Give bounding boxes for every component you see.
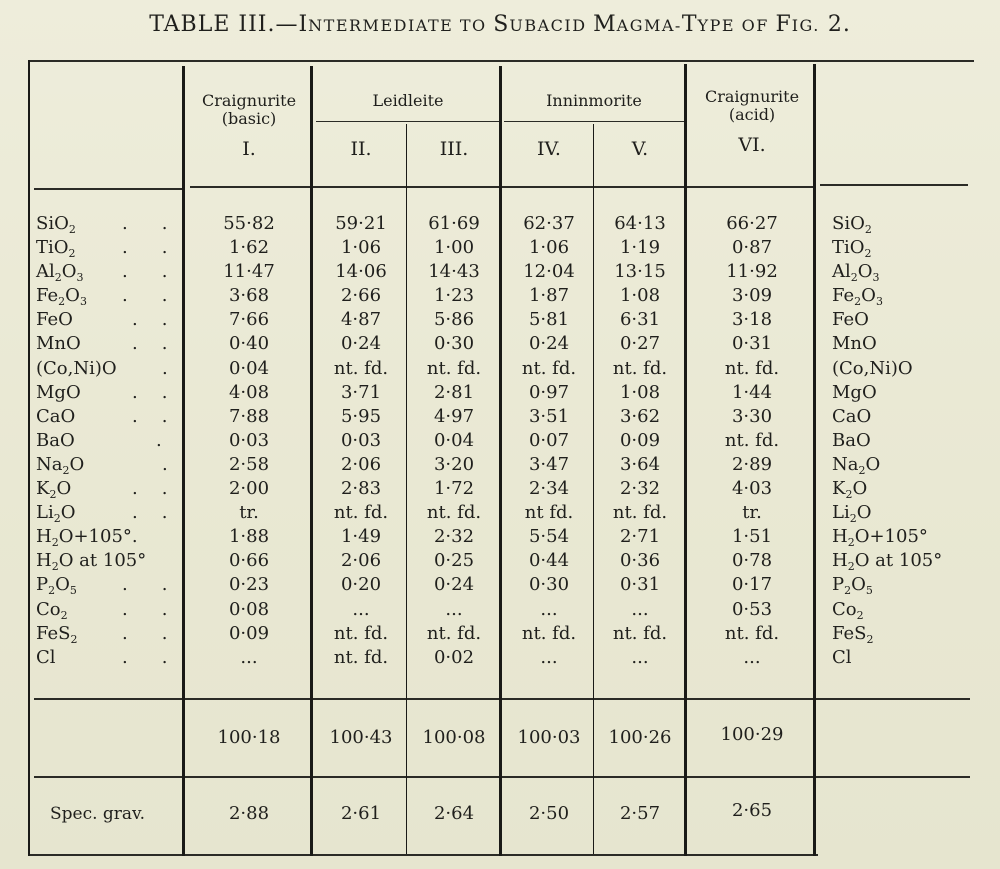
value-cell: 1·72 <box>433 478 475 500</box>
total-iv: 100·03 <box>517 727 581 748</box>
formula-text: FeO <box>832 309 869 331</box>
formula-text: P <box>36 574 49 596</box>
formula-subscript: 2 <box>847 560 855 574</box>
value-cell: 55·82 <box>223 213 275 234</box>
col-divider-2-3 <box>406 124 407 854</box>
value-cell: 5·81 <box>528 309 570 331</box>
formula-text: Cl <box>832 646 852 668</box>
leader-dots-row: . <box>162 357 168 379</box>
value-cell: 2·00 <box>228 478 270 500</box>
formula-text: FeS <box>36 622 71 644</box>
value-cell: 0·17 <box>731 574 773 596</box>
row-label-right <box>832 308 982 332</box>
value-cell: 0·09 <box>619 429 661 451</box>
value-cell: nt. fd. <box>724 622 780 644</box>
value-cell: ... <box>445 598 463 620</box>
row-label-right <box>832 477 982 501</box>
value-cell: 2·66 <box>340 285 382 307</box>
formula-subscript: 2 <box>864 247 872 261</box>
value-cell: ... <box>352 598 370 620</box>
row-label-right <box>832 453 982 477</box>
value-cell: 61·69 <box>428 213 480 234</box>
title-cap-i: I <box>298 12 309 37</box>
formula-text: Li <box>36 502 54 524</box>
value-cell: ... <box>240 646 258 668</box>
formula-text: MgO <box>832 381 877 403</box>
formula-text: (Co,Ni)O <box>832 357 913 379</box>
value-cell: 11·92 <box>726 261 778 283</box>
formula-text: Cl <box>36 646 56 668</box>
leader-dots-row: . . <box>132 478 168 500</box>
spec-grav-v: 2·57 <box>619 803 661 824</box>
formula-text: CaO <box>832 405 872 427</box>
row-label-right <box>832 429 982 453</box>
formula-text: BaO <box>832 429 871 451</box>
header-leidleite <box>316 92 500 110</box>
column-ii-values <box>316 212 406 670</box>
value-cell: nt. fd. <box>612 502 668 524</box>
value-cell: nt. fd. <box>333 502 389 524</box>
value-cell: 0·04 <box>228 357 270 379</box>
value-cell: nt. fd. <box>612 357 668 379</box>
leader-dots-row: . . <box>132 381 168 403</box>
value-cell: 1·87 <box>528 285 570 307</box>
value-cell: 59·21 <box>335 213 387 234</box>
value-cell: 3·71 <box>340 381 382 403</box>
formula-text: O <box>852 478 868 500</box>
formula-text: O <box>61 261 77 283</box>
value-cell: 0·31 <box>619 574 661 596</box>
formula-text: Al <box>36 261 55 283</box>
spec-grav-iii: 2·64 <box>433 803 475 824</box>
value-cell: 0·78 <box>731 550 773 572</box>
formula-text: O <box>856 502 872 524</box>
column-iii-values <box>408 212 500 670</box>
group-underline-inninmorite <box>504 121 684 122</box>
row-label-right <box>832 573 982 597</box>
header-inninmorite <box>504 92 684 110</box>
value-cell: nt. fd. <box>426 357 482 379</box>
formula-text: Na <box>832 453 859 475</box>
title-part-3: AGMA- <box>616 16 682 35</box>
formula-text: Li <box>832 502 850 524</box>
formula-text: O <box>865 453 881 475</box>
value-cell: 2·71 <box>619 526 661 548</box>
value-cell: 2·06 <box>340 550 382 572</box>
roman-v: V. <box>631 138 649 160</box>
row-label-right <box>832 357 982 381</box>
value-cell: 62·37 <box>523 213 575 234</box>
value-cell: nt. fd. <box>521 357 577 379</box>
formula-subscript: 2 <box>845 488 853 502</box>
roman-iii: III. <box>439 138 469 160</box>
leader-dots-row: . <box>156 429 162 451</box>
leader-dots-row: . . <box>122 598 168 620</box>
formula-text: O at 105° <box>58 550 147 572</box>
formula-subscript: 2 <box>68 247 76 261</box>
value-cell: 7·88 <box>228 405 270 427</box>
formula-text: O <box>861 285 876 307</box>
roman-ii: II. <box>350 138 372 160</box>
row-label-right <box>832 236 982 260</box>
formula-text: SiO <box>36 213 69 234</box>
formula-text: (Co,Ni)O <box>36 357 117 379</box>
formula-text: O+105° <box>854 526 928 548</box>
header-craignurite-acid-name: Craignurite <box>704 87 800 106</box>
value-cell: nt. fd. <box>333 646 389 668</box>
value-cell: 14·43 <box>428 261 480 283</box>
leader-dots-row: . . <box>122 237 168 259</box>
leader-dots-row: . <box>162 453 168 475</box>
value-cell: 0·97 <box>528 381 570 403</box>
value-cell: nt. fd. <box>426 502 482 524</box>
value-cell: 3·09 <box>731 285 773 307</box>
leader-dots-row <box>118 525 178 549</box>
title-cap-t: T <box>681 12 698 37</box>
value-cell: 0·09 <box>228 622 270 644</box>
header-rule-right <box>820 184 968 186</box>
formula-subscript: 2 <box>856 608 864 622</box>
roman-i: I. <box>242 138 256 160</box>
value-cell: 2·58 <box>228 453 270 475</box>
value-cell: 0·25 <box>433 550 475 572</box>
formula-subscript: 2 <box>858 463 866 477</box>
value-cell: 0·24 <box>340 333 382 355</box>
value-cell: 0·87 <box>731 237 773 259</box>
header-craignurite-basic-sub: (basic) <box>221 109 277 128</box>
formula-text: Na <box>36 453 63 475</box>
value-cell: 66·27 <box>726 213 778 234</box>
formula-subscript: 2 <box>53 512 61 526</box>
value-cell: 0·66 <box>228 550 270 572</box>
leader-dots-row: . . <box>132 405 168 427</box>
leader-dots-row: . . <box>132 333 168 355</box>
value-cell: 1·44 <box>731 381 773 403</box>
row-label-right <box>832 212 982 236</box>
formula-text: H <box>36 526 52 548</box>
formula-text: Al <box>832 261 851 283</box>
value-cell: 12·04 <box>523 261 575 283</box>
value-cell: 2·81 <box>433 381 475 403</box>
value-cell: 4·08 <box>228 381 270 403</box>
value-cell: 0·36 <box>619 550 661 572</box>
value-cell: 4·87 <box>340 309 382 331</box>
value-cell: 1·08 <box>619 381 661 403</box>
formula-subscript: 2 <box>58 295 66 309</box>
spec-grav-vi: 2·65 <box>731 800 773 821</box>
title-part-4: YPE OF <box>697 16 776 35</box>
value-cell: 0·08 <box>228 598 270 620</box>
value-cell: 1·51 <box>731 526 773 548</box>
value-cell: 0·44 <box>528 550 570 572</box>
formula-text: O <box>65 285 80 307</box>
formula-text: O+105°. <box>58 526 138 548</box>
value-cell: 0·04 <box>433 429 475 451</box>
formula-text: BaO <box>36 429 75 451</box>
formula-subscript: 2 <box>49 488 57 502</box>
formula-subscript: 2 <box>850 271 858 285</box>
formula-subscript: 2 <box>51 536 59 550</box>
formula-subscript: 2 <box>68 223 76 236</box>
row-label-right <box>832 622 982 646</box>
formula-subscript: 2 <box>51 560 59 574</box>
value-cell: 0·23 <box>228 574 270 596</box>
formula-text: FeS <box>832 622 867 644</box>
formula-text: K <box>36 478 50 500</box>
value-cell: nt. fd. <box>333 622 389 644</box>
formula-subscript: 2 <box>844 584 852 598</box>
value-cell: 2·32 <box>619 478 661 500</box>
col-divider-2 <box>310 66 313 856</box>
formula-subscript: 5 <box>69 584 77 598</box>
value-cell: 4·97 <box>433 405 475 427</box>
formula-text: O <box>857 261 873 283</box>
value-cell: ... <box>540 646 558 668</box>
leader-dots-row: . . <box>122 285 168 307</box>
value-cell: 5·95 <box>340 405 382 427</box>
value-cell: nt. fd. <box>612 622 668 644</box>
title-part-2: UBACID <box>509 16 594 35</box>
formula-text: H <box>832 550 848 572</box>
formula-subscript: 2 <box>847 536 855 550</box>
formula-text: O <box>69 453 85 475</box>
row-label-right <box>832 598 982 622</box>
value-cell: 0·30 <box>433 333 475 355</box>
group-underline-leidleite <box>316 121 500 122</box>
row-label-right <box>832 284 982 308</box>
leader-dots-row: . . <box>122 261 168 283</box>
formula-text: Co <box>832 598 857 620</box>
formula-subscript: 2 <box>62 463 70 477</box>
formula-text: FeO <box>36 309 73 331</box>
header-leidleite-name: Leidleite <box>372 91 444 110</box>
total-rule-top <box>34 698 970 700</box>
value-cell: 2·34 <box>528 478 570 500</box>
row-label-right <box>832 332 982 356</box>
spec-grav-ii: 2·61 <box>340 803 382 824</box>
formula-text: K <box>832 478 846 500</box>
value-cell: 1·62 <box>228 237 270 259</box>
formula-text: H <box>36 550 52 572</box>
value-cell: 3·62 <box>619 405 661 427</box>
formula-subscript: 2 <box>60 608 68 622</box>
value-cell: 1·88 <box>228 526 270 548</box>
value-cell: 0·30 <box>528 574 570 596</box>
table-title <box>0 12 1000 37</box>
value-cell: nt fd. <box>524 502 574 524</box>
formula-subscript: 2 <box>70 632 78 646</box>
formula-text: Co <box>36 598 61 620</box>
value-cell: 7·66 <box>228 309 270 331</box>
value-cell: 2·89 <box>731 453 773 475</box>
value-cell: 0·24 <box>528 333 570 355</box>
spec-grav-i: 2·88 <box>228 803 270 824</box>
value-cell: nt. fd. <box>724 429 780 451</box>
value-cell: 1·19 <box>619 237 661 259</box>
value-cell: tr. <box>742 502 762 524</box>
leader-dots-row: . . <box>132 309 168 331</box>
value-cell: 0·03 <box>340 429 382 451</box>
row-label-right <box>832 646 982 670</box>
value-cell: ... <box>540 598 558 620</box>
value-cell: 0·27 <box>619 333 661 355</box>
leader-dots <box>118 212 178 670</box>
value-cell: 1·08 <box>619 285 661 307</box>
title-part-5: IG. <box>791 16 820 35</box>
leader-dots-row: . . <box>122 574 168 596</box>
row-label-right <box>832 525 982 549</box>
header-craignurite-basic <box>190 92 308 128</box>
bottom-rule <box>28 854 818 856</box>
value-cell: ... <box>743 646 761 668</box>
value-cell: 0·24 <box>433 574 475 596</box>
value-cell: 3·30 <box>731 405 773 427</box>
formula-text: TiO <box>832 237 865 259</box>
formula-text: MnO <box>832 333 877 355</box>
formula-text: Fe <box>832 285 855 307</box>
value-cell: 2·83 <box>340 478 382 500</box>
value-cell: 0·20 <box>340 574 382 596</box>
formula-text: SiO <box>832 213 865 234</box>
leader-dots-row: . . <box>122 213 168 234</box>
value-cell: 0·03 <box>228 429 270 451</box>
formula-subscript: 2 <box>864 223 872 236</box>
value-cell: 1·23 <box>433 285 475 307</box>
formula-text: CaO <box>36 405 76 427</box>
formula-text: O <box>851 574 866 596</box>
total-iii: 100·08 <box>422 727 486 748</box>
header-rule-middle <box>190 186 814 188</box>
value-cell: 3·51 <box>528 405 570 427</box>
value-cell: 6·31 <box>619 309 661 331</box>
value-cell: 4·03 <box>731 478 773 500</box>
row-label-right <box>832 405 982 429</box>
formula-text: Fe <box>36 285 59 307</box>
value-cell: 13·15 <box>614 261 666 283</box>
total-vi: 100·29 <box>720 724 784 745</box>
formula-text: O <box>55 574 70 596</box>
column-v-values <box>595 212 685 670</box>
row-label-right <box>832 260 982 284</box>
value-cell: nt. fd. <box>333 357 389 379</box>
top-rule <box>28 60 974 62</box>
value-cell: 2·06 <box>340 453 382 475</box>
formula-text: TiO <box>36 237 69 259</box>
value-cell: nt. fd. <box>426 622 482 644</box>
column-vi-values <box>690 212 814 670</box>
title-cap-f: F <box>775 12 792 37</box>
roman-vi: VI. <box>738 134 766 156</box>
formula-subscript: 2 <box>54 271 62 285</box>
title-cap-m: M <box>593 12 617 37</box>
value-cell: 0·31 <box>731 333 773 355</box>
header-craignurite-basic-name: Craignurite <box>201 91 297 110</box>
formula-subscript: 2 <box>48 584 56 598</box>
spec-grav-iv: 2·50 <box>528 803 570 824</box>
formula-text: P <box>832 574 845 596</box>
value-cell: 0·53 <box>731 598 773 620</box>
leader-dots-row: . . <box>132 502 168 524</box>
value-cell: 5·86 <box>433 309 475 331</box>
value-cell: 11·47 <box>223 261 275 283</box>
formula-subscript: 3 <box>875 295 883 309</box>
formula-subscript: 5 <box>865 584 873 598</box>
formula-subscript: 2 <box>849 512 857 526</box>
formula-text: H <box>832 526 848 548</box>
column-iv-values <box>504 212 594 670</box>
formula-text: O at 105° <box>854 550 943 572</box>
value-cell: 3·47 <box>528 453 570 475</box>
title-part-1: NTERMEDIATE TO <box>308 16 494 35</box>
outer-left-rule <box>28 60 30 856</box>
value-cell: ... <box>631 598 649 620</box>
leader-dots-row: . . <box>122 646 168 668</box>
row-labels-right <box>832 212 982 670</box>
formula-subscript: 2 <box>854 295 862 309</box>
roman-iv: IV. <box>537 138 561 160</box>
value-cell: 3·20 <box>433 453 475 475</box>
value-cell: 1·00 <box>433 237 475 259</box>
total-rule-bottom <box>34 776 970 778</box>
value-cell: 2·32 <box>433 526 475 548</box>
header-craignurite-acid <box>690 88 814 124</box>
header-craignurite-acid-sub: (acid) <box>728 105 776 124</box>
formula-text: O <box>56 478 72 500</box>
title-cap-s: S <box>493 12 510 37</box>
column-i-values <box>190 212 308 670</box>
total-ii: 100·43 <box>329 727 393 748</box>
formula-text: MnO <box>36 333 81 355</box>
title-suffix: 2. <box>819 12 851 37</box>
formula-text: MgO <box>36 381 81 403</box>
header-inninmorite-name: Inninmorite <box>546 91 642 110</box>
value-cell: 0·40 <box>228 333 270 355</box>
value-cell: 3·68 <box>228 285 270 307</box>
value-cell: 3·64 <box>619 453 661 475</box>
formula-subscript: 2 <box>866 632 874 646</box>
row-label-right <box>832 549 982 573</box>
value-cell: tr. <box>239 502 259 524</box>
formula-text: O <box>60 502 76 524</box>
formula-subscript: 3 <box>79 295 87 309</box>
value-cell: nt. fd. <box>724 357 780 379</box>
row-label-right <box>832 381 982 405</box>
formula-subscript: 3 <box>872 271 880 285</box>
value-cell: ... <box>631 646 649 668</box>
value-cell: 0·07 <box>528 429 570 451</box>
value-cell: 5·54 <box>528 526 570 548</box>
row-label-right <box>832 501 982 525</box>
title-prefix: TABLE III.— <box>149 12 299 37</box>
col-divider-1 <box>182 66 185 856</box>
value-cell: 0·02 <box>433 646 475 668</box>
value-cell: 1·06 <box>340 237 382 259</box>
value-cell: 14·06 <box>335 261 387 283</box>
leader-dots-row: . . <box>122 622 168 644</box>
leader-dots-row <box>118 549 178 573</box>
value-cell: 64·13 <box>614 213 666 234</box>
spec-grav-label: Spec. grav. <box>50 804 146 824</box>
total-v: 100·26 <box>608 727 672 748</box>
total-i: 100·18 <box>217 727 281 748</box>
value-cell: 3·18 <box>731 309 773 331</box>
formula-subscript: 3 <box>76 271 84 285</box>
header-rule-left <box>34 188 182 190</box>
value-cell: 1·49 <box>340 526 382 548</box>
value-cell: 1·06 <box>528 237 570 259</box>
value-cell: nt. fd. <box>521 622 577 644</box>
